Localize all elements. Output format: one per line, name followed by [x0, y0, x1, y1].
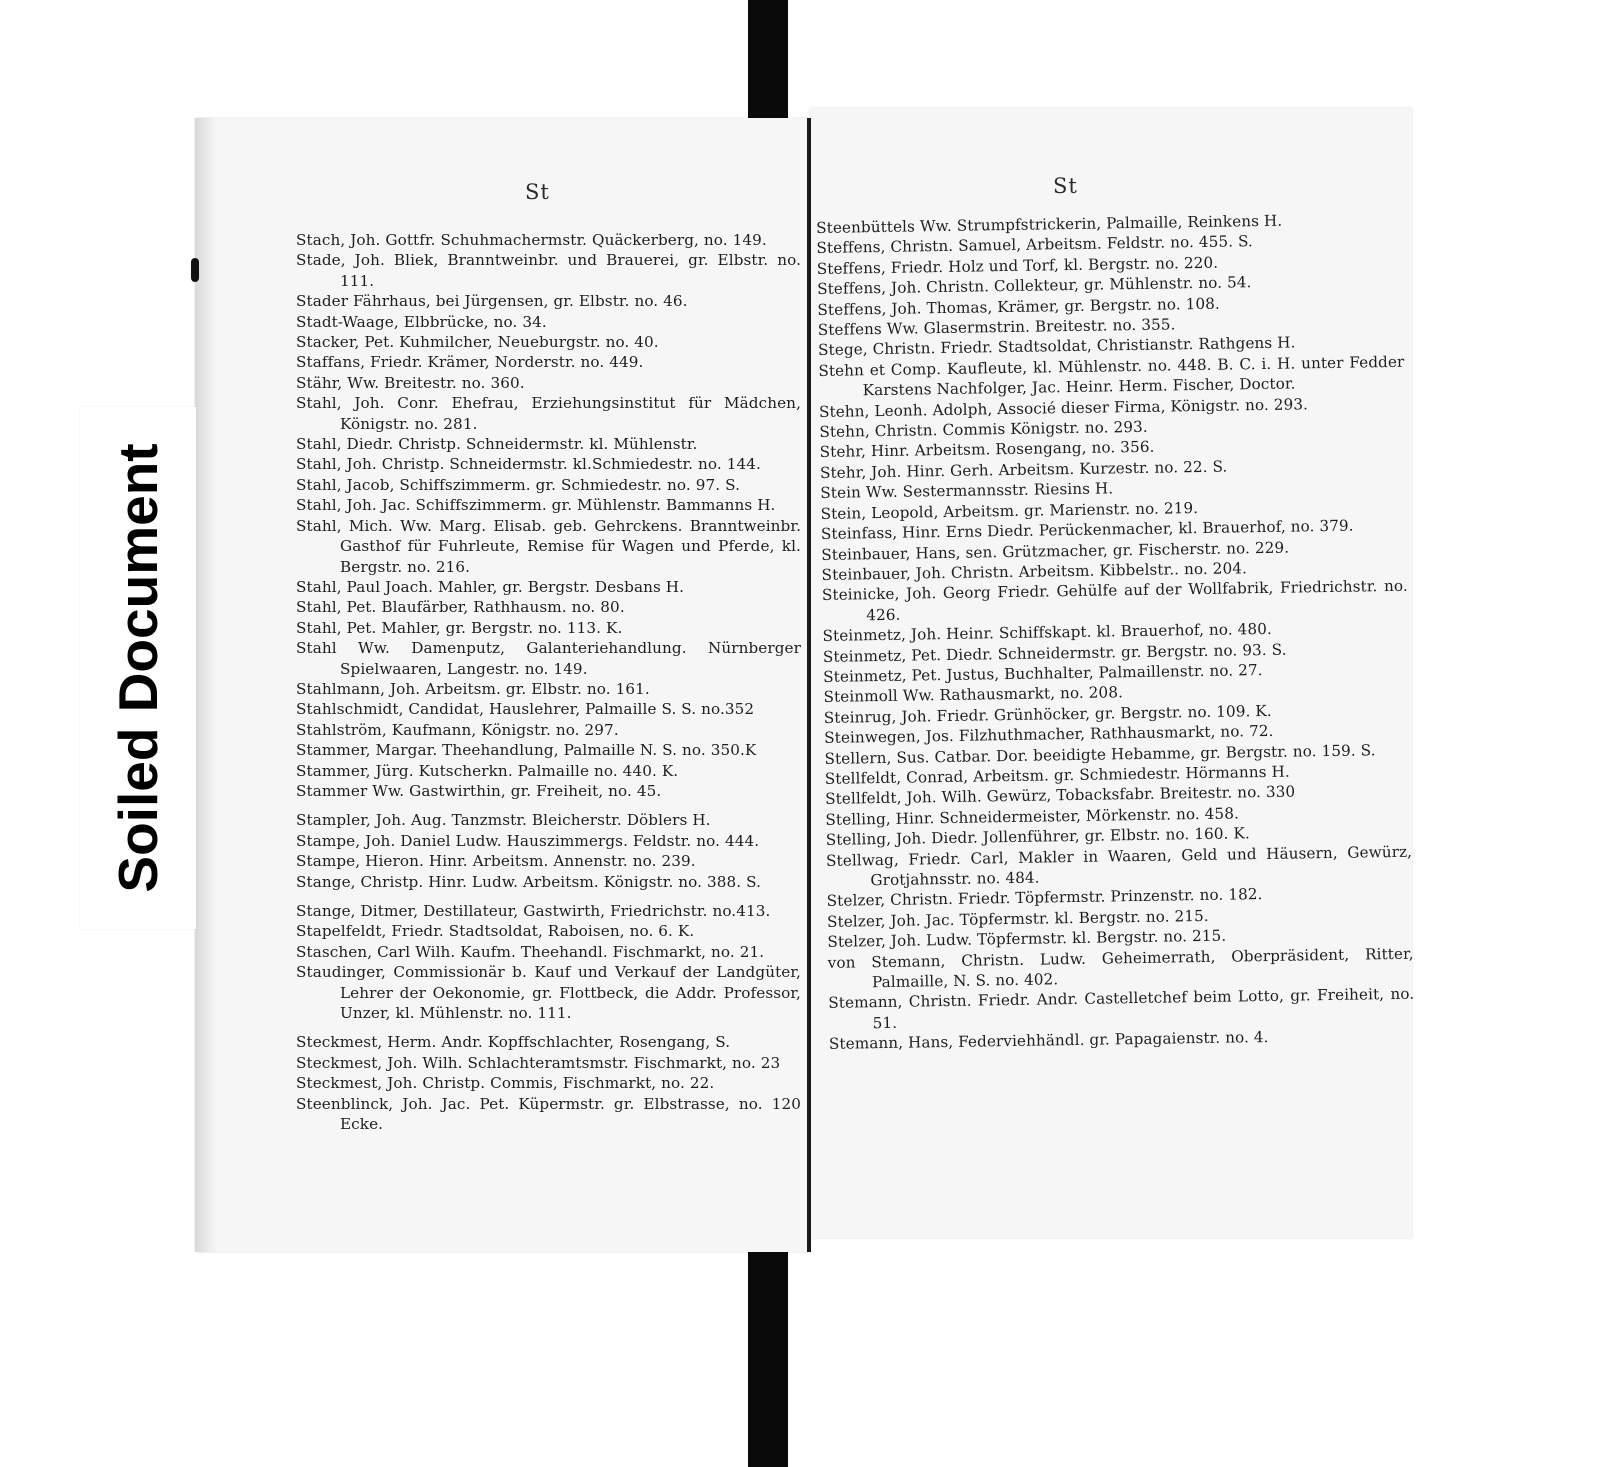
- directory-entry: Stemann, Hans, Federviehhändl. gr. Papagaienstr. no. 4.: [828, 1028, 1269, 1054]
- directory-entry: Stange, Christp. Hinr. Ludw. Arbeitsm. Königstr. no. 388. S.: [296, 872, 762, 891]
- directory-entry: Steinfass, Hinr. Erns Diedr. Perückenmacher, kl. Brauerhof, no. 379.: [820, 516, 1354, 544]
- left-page: [195, 118, 810, 1252]
- directory-entry: Steinmoll Ww. Rathausmarkt, no. 208.: [823, 683, 1124, 707]
- directory-entry: Stahl Ww. Damenputz, Galanteriehandlung. Nürnberger Spielwaaren, Langestr. no. 149.: [296, 639, 801, 678]
- directory-entry: Stampe, Joh. Daniel Ludw. Hauszimmergs. Feldstr. no. 444.: [296, 831, 760, 850]
- soiled-document-label: [80, 407, 196, 929]
- directory-entry: Staudinger, Commissionär b. Kauf und Verkauf der Landgüter, Lehrer der Oekonomie, gr. Flottbeck, die Addr. Professor, Unzer, kl. Mühlenstr. no. 111.: [296, 963, 801, 1023]
- directory-entry: Stadt-Waage, Elbbrücke, no. 34.: [296, 312, 547, 331]
- directory-entry: Stelling, Joh. Diedr. Jollenführer, gr. Elbstr. no. 160. K.: [825, 824, 1250, 850]
- directory-entry: Steffens, Joh. Thomas, Krämer, gr. Bergstr. no. 108.: [817, 294, 1220, 319]
- directory-entry: Staschen, Carl Wilh. Kaufm. Theehandl. Fischmarkt, no. 21.: [296, 942, 765, 961]
- directory-entry: Stelling, Hinr. Schneidermeister, Mörkenstr. no. 458.: [825, 804, 1240, 829]
- directory-entry: Steinrug, Joh. Friedr. Grünhöcker, gr. Bergstr. no. 109. K.: [823, 701, 1272, 727]
- directory-entry: Steinmetz, Joh. Heinr. Schiffskapt. kl. Brauerhof, no. 480.: [822, 620, 1272, 646]
- directory-entry: Steffens, Joh. Christn. Collekteur, gr. Mühlenstr. no. 54.: [816, 273, 1252, 299]
- directory-entry: Steckmest, Joh. Christp. Commis, Fischmarkt, no. 22.: [296, 1074, 715, 1093]
- directory-entry: Steenbüttels Ww. Strumpfstrickerin, Palmaille, Reinkens H.: [816, 211, 1283, 237]
- directory-entry: Stade, Joh. Bliek, Branntweinbr. und Brauerei, gr. Elbstr. no. 111.: [296, 251, 801, 290]
- directory-entry: Steckmest, Herm. Andr. Kopffschlachter, Rosengang, S.: [296, 1033, 731, 1052]
- directory-entry: Stehn, Christn. Commis Königstr. no. 293.: [819, 417, 1148, 442]
- binding-mark: [191, 258, 199, 282]
- directory-entry: Stahlschmidt, Candidat, Hauslehrer, Palmaille S. S. no.352: [296, 700, 755, 719]
- directory-entry: Stehr, Joh. Hinr. Gerh. Arbeitsm. Kurzestr. no. 22. S.: [819, 457, 1228, 482]
- directory-entry: Stelzer, Joh. Jac. Töpfermstr. kl. Bergstr. no. 215.: [826, 906, 1209, 931]
- right-running-head: St: [1053, 174, 1078, 198]
- directory-entry: Stein Ww. Sestermannsstr. Riesins H.: [820, 479, 1114, 503]
- directory-entry: Stacker, Pet. Kuhmilcher, Neueburgstr. no. 40.: [296, 333, 659, 352]
- page-edge-shadow: [195, 118, 217, 1252]
- directory-entry: Stammer, Margar. Theehandlung, Palmaille N. S. no. 350.K: [296, 741, 757, 760]
- soiled-document-text: Soiled Document: [107, 443, 169, 893]
- directory-entry: Stellern, Sus. Catbar. Dor. beeidigte Hebamme, gr. Bergstr. no. 159. S.: [824, 740, 1376, 768]
- directory-entry: Stammer, Jürg. Kutscherkn. Palmaille no. 440. K.: [296, 761, 679, 780]
- directory-entry: Steffens Ww. Glasermstrin. Breitestr. no. 355.: [817, 315, 1176, 340]
- directory-entry: Stach, Joh. Gottfr. Schuhmachermstr. Quäckerberg, no. 149.: [296, 231, 767, 249]
- directory-entry: Stemann, Christn. Friedr. Andr. Castelletchef beim Lotto, gr. Freiheit, no. 51.: [828, 985, 1415, 1033]
- directory-entry: Stahlmann, Joh. Arbeitsm. gr. Elbstr. no. 161.: [296, 679, 650, 698]
- directory-entry: von Stemann, Christn. Ludw. Geheimerrath, Oberpräsident, Ritter, Palmaille, N. S. no. 402.: [827, 944, 1414, 992]
- directory-entry: Steinbauer, Joh. Christn. Arbeitsm. Kibbelstr.. no. 204.: [821, 559, 1248, 584]
- directory-entry: Stehr, Hinr. Arbeitsm. Rosengang, no. 356.: [819, 438, 1155, 462]
- directory-entry: Stahl, Pet. Mahler, gr. Bergstr. no. 113. K.: [296, 618, 623, 637]
- directory-entry: Stehn, Leonh. Adolph, Associé dieser Firma, Königstr. no. 293.: [818, 394, 1309, 421]
- directory-entry: Stelzer, Christn. Friedr. Töpfermstr. Prinzenstr. no. 182.: [826, 885, 1263, 911]
- directory-entry: Steinmetz, Pet. Justus, Buchhalter, Palmaillenstr. no. 27.: [823, 660, 1263, 686]
- binding-strap-top: [748, 0, 788, 118]
- directory-entry: Stelzer, Joh. Ludw. Töpfermstr. kl. Bergstr. no. 215.: [827, 926, 1227, 952]
- directory-entry: Stahlström, Kaufmann, Königstr. no. 297.: [296, 720, 619, 739]
- binding-strap-bottom: [748, 1252, 788, 1467]
- directory-entry: Stahl, Diedr. Christp. Schneidermstr. kl. Mühlenstr.: [296, 435, 698, 454]
- right-page: [810, 108, 1415, 1238]
- directory-entry: Steffens, Christn. Samuel, Arbeitsm. Feldstr. no. 455. S.: [816, 232, 1254, 258]
- gutter-line: [807, 118, 811, 1252]
- directory-entry: Stammer Ww. Gastwirthin, gr. Freiheit, no. 45.: [296, 781, 662, 800]
- directory-entry: Stapelfeldt, Friedr. Stadtsoldat, Raboisen, no. 6. K.: [296, 922, 695, 941]
- directory-entry: Stellfeldt, Joh. Wilh. Gewürz, Tobacksfabr. Breitestr. no. 330: [824, 782, 1296, 809]
- directory-entry: Stellfeldt, Conrad, Arbeitsm. gr. Schmiedestr. Hörmanns H.: [824, 762, 1290, 788]
- directory-entry: Stader Fährhaus, bei Jürgensen, gr. Elbstr. no. 46.: [296, 292, 688, 311]
- directory-entry: Stampler, Joh. Aug. Tanzmstr. Bleicherstr. Döblers H.: [296, 811, 711, 830]
- directory-entry: Steinbauer, Hans, sen. Grützmacher, gr. Fischerstr. no. 229.: [821, 538, 1290, 564]
- directory-entry: Stein, Leopold, Arbeitsm. gr. Marienstr. no. 219.: [820, 498, 1199, 523]
- directory-entry: Stahl, Joh. Jac. Schiffszimmerm. gr. Mühlenstr. Bammanns H.: [296, 496, 776, 515]
- directory-entry: Steckmest, Joh. Wilh. Schlachteramtsmstr. Fischmarkt, no. 23: [296, 1053, 781, 1072]
- directory-entry: Stehn et Comp. Kaufleute, kl. Mühlenstr. no. 448. B. C. i. H. unter Fedder Karstens Nachfolger, Jac. Heinr. Herm. Fischer, Doctor.: [818, 352, 1405, 400]
- directory-entry: Steinwegen, Jos. Filzhuthmacher, Rathhausmarkt, no. 72.: [824, 722, 1274, 748]
- directory-entry: Steinicke, Joh. Georg Friedr. Gehülfe auf der Wollfabrik, Friedrichstr. no. 426.: [821, 577, 1408, 624]
- directory-entry: Staffans, Friedr. Krämer, Norderstr. no. 449.: [296, 353, 644, 372]
- directory-entry: Stahl, Jacob, Schiffszimmerm. gr. Schmiedestr. no. 97. S.: [296, 475, 741, 494]
- directory-entry: Stampe, Hieron. Hinr. Arbeitsm. Annenstr. no. 239.: [296, 852, 696, 871]
- right-entry-list: [816, 209, 1415, 1055]
- directory-entry: Stege, Christn. Friedr. Stadtsoldat, Christianstr. Rathgens H.: [817, 333, 1296, 360]
- directory-entry: Stahl, Paul Joach. Mahler, gr. Bergstr. Desbans H.: [296, 577, 685, 596]
- directory-entry: Stahl, Joh. Conr. Ehefrau, Erziehungsinstitut für Mädchen, Königstr. no. 281.: [296, 394, 801, 433]
- directory-entry: Stahl, Joh. Christp. Schneidermstr. kl.Schmiedestr. no. 144.: [296, 455, 761, 474]
- directory-entry: Steinmetz, Pet. Diedr. Schneidermstr. gr. Bergstr. no. 93. S.: [822, 640, 1287, 666]
- directory-entry: Steffens, Friedr. Holz und Torf, kl. Bergstr. no. 220.: [816, 253, 1219, 278]
- left-running-head: St: [525, 180, 550, 204]
- directory-entry: Steenblinck, Joh. Jac. Pet. Küpermstr. gr. Elbstrasse, no. 120 Ecke.: [296, 1094, 801, 1134]
- directory-entry: Stahl, Pet. Blaufärber, Rathhausm. no. 80.: [296, 598, 625, 617]
- left-entry-list: [296, 230, 801, 1134]
- directory-entry: Stange, Ditmer, Destillateur, Gastwirth, Friedrichstr. no.413.: [296, 902, 771, 920]
- directory-entry: Stähr, Ww. Breitestr. no. 360.: [296, 373, 525, 392]
- directory-entry: Stellwag, Friedr. Carl, Makler in Waaren, Geld und Häusern, Gewürz, Grotjahnsstr. no. 484.: [825, 842, 1413, 890]
- directory-entry: Stahl, Mich. Ww. Marg. Elisab. geb. Gehrckens. Branntweinbr. Gasthof für Fuhrleute, Remise für Wagen und Pferde, kl. Bergstr. no. 216.: [296, 516, 801, 576]
